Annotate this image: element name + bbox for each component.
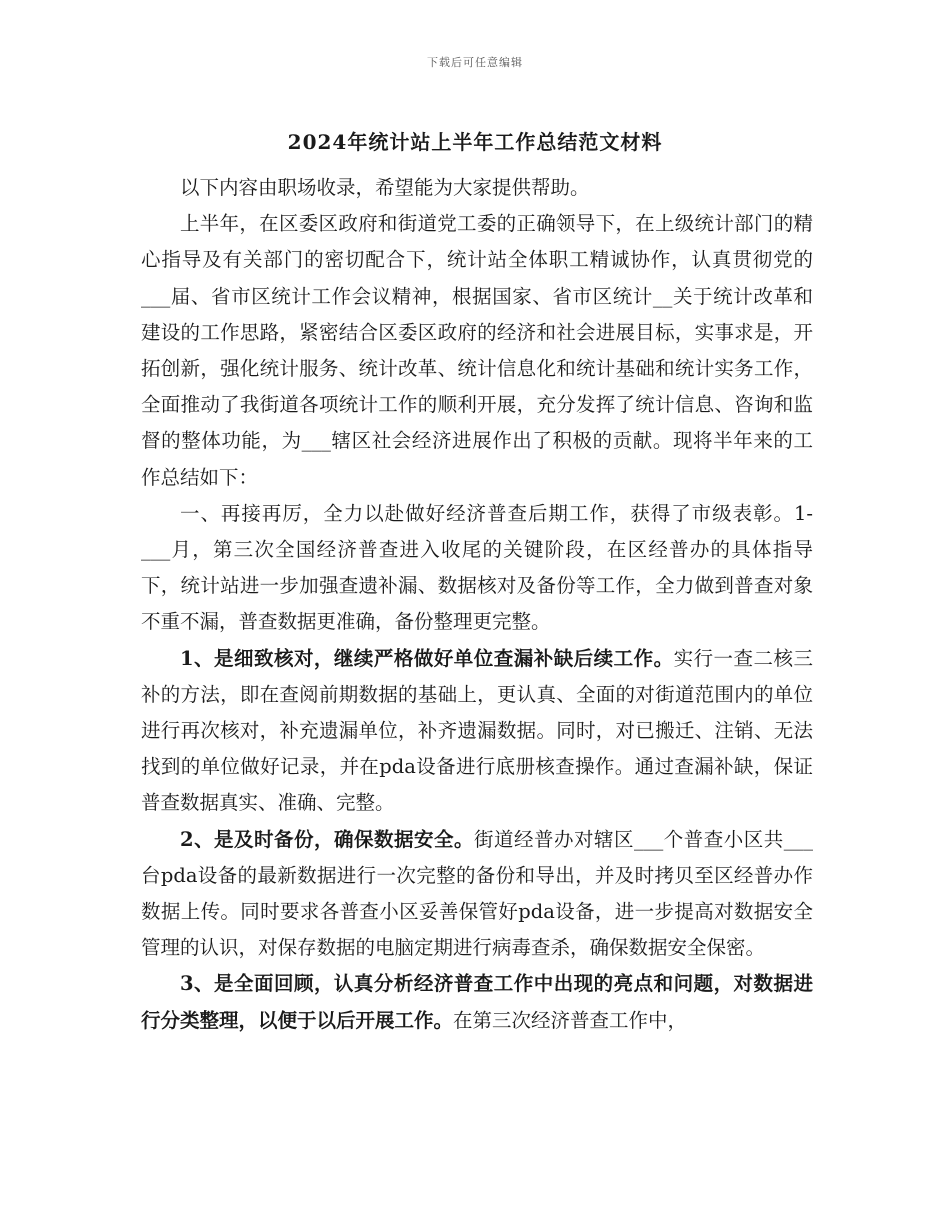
- document-body: [141, 170, 813, 1039]
- paragraph-heading: 3、是全面回顾，认真分析经济普查工作中出现的亮点和问题，对数据进行分类整理，以便于以后开展工作。: [141, 972, 813, 1032]
- document-title: 2024年统计站上半年工作总结范文材料: [287, 130, 663, 154]
- paragraph-summary: [141, 206, 813, 496]
- paragraph-text: 街道经普办对辖区___个普查小区共___台pda设备的最新数据进行一次完整的备份和导出，并及时拷贝至区经普办作数据上传。同时要求各普查小区妥善保管好pda设备，进一步提高对数据安全管理的认识，对保存数据的电脑定期进行病毒查杀，确保数据安全保密。: [141, 827, 813, 960]
- paragraph-section-one: [141, 496, 813, 641]
- paragraph-item-3: [141, 966, 813, 1038]
- paragraph-heading: 2、是及时备份，确保数据安全。: [180, 827, 475, 851]
- paragraph-text: 在第三次经济普查工作中，: [453, 1008, 688, 1032]
- paragraph-item-1: [141, 641, 813, 822]
- paragraph-text: 上半年，在区委区政府和街道党工委的正确领导下，在上级统计部门的精心指导及有关部门的密切配合下，统计站全体职工精诚协作，认真贯彻党的___届、省市区统计工作会议精神，根据国家、省市区统计__关于统计改革和建设的工作思路，紧密结合区委区政府的经济和社会进展目标，实事求是，开拓创新，强化统计服务、统计改革、统计信息化和统计基础和统计实务工作，全面推动了我街道各项统计工作的顺利开展，充分发挥了统计信息、咨询和监督的整体功能，为___辖区社会经济进展作出了积极的贡献。现将半年来的工作总结如下：: [141, 212, 813, 489]
- paragraph-heading: 1、是细致核对，继续严格做好单位查漏补缺后续工作。: [180, 646, 674, 670]
- paragraph-text: 以下内容由职场收录，希望能为大家提供帮助。: [180, 176, 590, 199]
- paragraph-text: 实行一查二核三补的方法，即在查阅前期数据的基础上，更认真、全面的对街道范围内的单位进行再次核对，补充遗漏单位，补齐遗漏数据。同时，对已搬迁、注销、无法找到的单位做好记录，并在pda设备进行底册核查操作。通过查漏补缺，保证普查数据真实、准确、完整。: [141, 646, 813, 815]
- paragraph-item-2: [141, 822, 813, 967]
- paragraph-text: 一、再接再厉，全力以赴做好经济普查后期工作，获得了市级表彰。1-___月，第三次全国经济普查进入收尾的关键阶段，在区经普办的具体指导下，统计站进一步加强查遗补漏、数据核对及备份等工作，全力做到普查对象不重不漏，普查数据更准确，备份整理更完整。: [141, 501, 813, 634]
- page-header: 下载后可任意编辑: [427, 56, 523, 69]
- paragraph-intro: [141, 170, 813, 206]
